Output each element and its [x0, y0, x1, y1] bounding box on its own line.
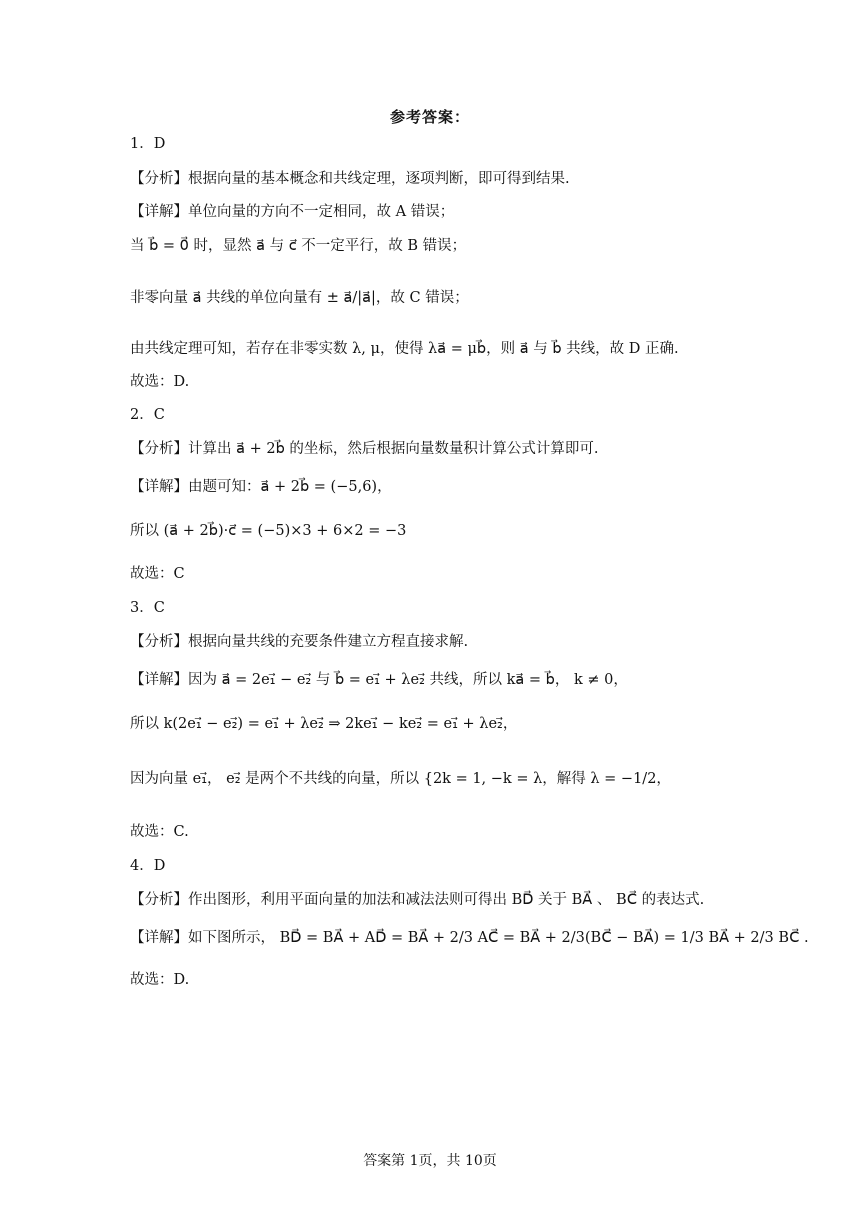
answer-line: 当 b⃗ = 0⃗ 时，显然 a⃗ 与 c⃗ 不一定平行，故 B 错误； — [130, 238, 467, 254]
answer-line: 因为向量 e₁⃗， e₂⃗ 是两个不共线的向量，所以 {2k = 1, −k = λ，解得 λ = −1/2， — [130, 771, 671, 787]
answer-line: 【分析】作出图形，利用平面向量的加法和减法法则可得出 BD⃗ 关于 BA⃗ 、 BC⃗ 的表达式. — [130, 892, 705, 908]
answer-line: 故选：C — [130, 566, 185, 582]
page-footer: 答案第 1页，共 10页 — [363, 1153, 497, 1169]
answer-line: 故选：D. — [130, 972, 190, 988]
answer-line: 非零向量 a⃗ 共线的单位向量有 ± a⃗/|a⃗|，故 C 错误； — [130, 290, 469, 306]
answer-line: 【详解】因为 a⃗ = 2e₁⃗ − e₂⃗ 与 b⃗ = e₁⃗ + λe₂⃗ 共线，所以 ka⃗ = b⃗， k ≠ 0， — [130, 672, 628, 688]
answer-line: 所以 k(2e₁⃗ − e₂⃗) = e₁⃗ + λe₂⃗ ⇒ 2ke₁⃗ − ke₂⃗ = e₁⃗ + λe₂⃗， — [130, 716, 518, 732]
answer-line: 【详解】由题可知：a⃗ + 2b⃗ = (−5,6)， — [130, 479, 392, 495]
answer-line: 故选：C. — [130, 824, 189, 840]
answer-line: 由共线定理可知，若存在非零实数 λ, μ，使得 λa⃗ = μb⃗，则 a⃗ 与 b⃗ 共线，故 D 正确. — [130, 341, 679, 357]
answer-line: 故选：D. — [130, 374, 190, 390]
answer-line: 【详解】单位向量的方向不一定相同，故 A 错误； — [130, 204, 455, 220]
answer-line: 1．D — [130, 136, 166, 152]
answer-line: 【分析】根据向量的基本概念和共线定理，逐项判断，即可得到结果. — [130, 171, 570, 187]
answer-line: 【分析】根据向量共线的充要条件建立方程直接求解. — [130, 634, 469, 650]
answer-line: 4．D — [130, 858, 166, 874]
answer-line: 3．C — [130, 600, 165, 616]
answer-line: 【详解】如下图所示， BD⃗ = BA⃗ + AD⃗ = BA⃗ + 2/3 AC⃗ = BA⃗ + 2/3(BC⃗ − BA⃗) = 1/3 BA⃗ + 2/3 BC⃗ . — [130, 930, 809, 946]
answer-line: 【分析】计算出 a⃗ + 2b⃗ 的坐标，然后根据向量数量积计算公式计算即可. — [130, 441, 599, 457]
page-title: 参考答案： — [389, 108, 470, 126]
answer-line: 2．C — [130, 407, 165, 423]
answer-line: 所以 (a⃗ + 2b⃗)·c⃗ = (−5)×3 + 6×2 = −3 — [130, 523, 407, 539]
